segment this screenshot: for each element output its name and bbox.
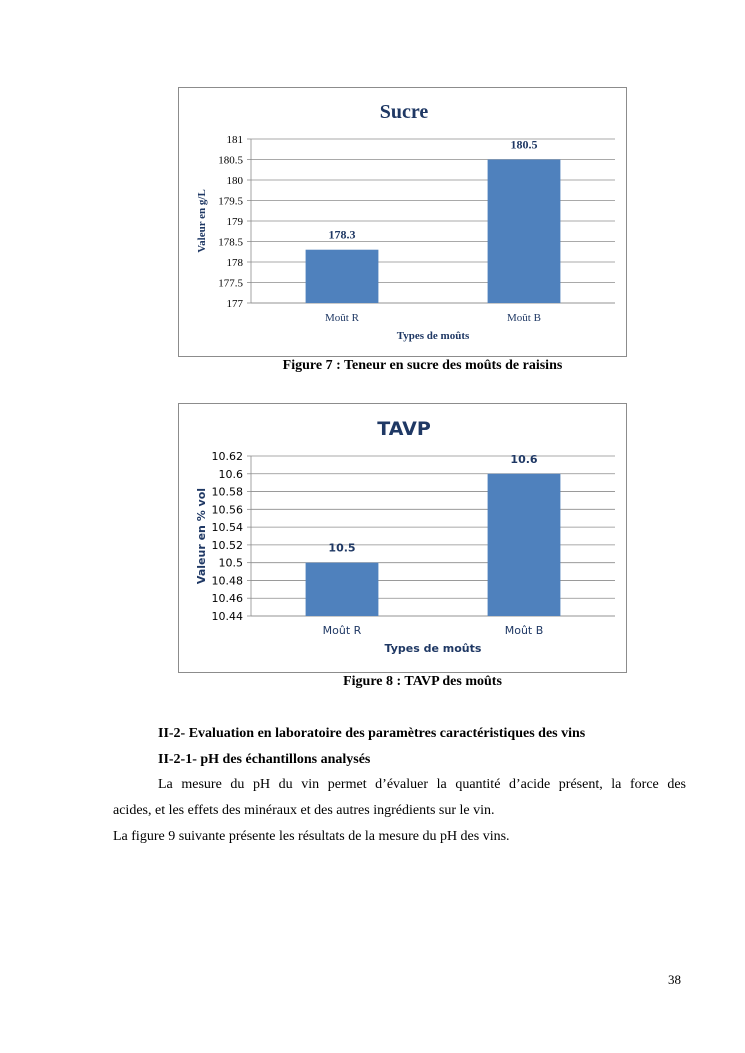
data-label-2: 180.5 — [510, 137, 538, 152]
tavp-chart-svg — [179, 404, 628, 674]
y-tick-label: 179 — [226, 216, 243, 228]
data-label-1: 10.5 — [328, 541, 356, 555]
y-tick-label: 177 — [226, 298, 243, 310]
tavp-chart — [178, 403, 627, 673]
y-tick-label: 181 — [226, 134, 243, 146]
y-tick-label: 10.56 — [211, 503, 243, 517]
paragraph1-line1: La mesure du pH du vin permet d’évaluer la quantité d’acide présent, la force des — [158, 777, 686, 792]
x-axis-title: Types de moûts — [396, 330, 470, 342]
figure8-caption: Figure 8 : TAVP des moûts — [343, 674, 502, 689]
bar-1 — [306, 563, 379, 616]
y-tick-label: 10.52 — [211, 538, 243, 552]
page-number: 38 — [668, 972, 681, 987]
subsection-heading: II-2-1- pH des échantillons analysés — [158, 752, 371, 767]
chart-title: TAVP — [377, 418, 431, 440]
bar-2 — [488, 474, 561, 616]
paragraph2: La figure 9 suivante présente les résultats de la mesure du pH des vins. — [113, 829, 510, 844]
y-tick-label: 179.5 — [218, 195, 243, 208]
data-label-2: 10.6 — [510, 452, 538, 466]
y-tick-label: 10.44 — [211, 610, 243, 623]
section-heading: II-2- Evaluation en laboratoire des paramètres caractéristiques des vins — [158, 726, 586, 741]
y-tick-label: 10.5 — [218, 556, 243, 570]
y-tick-label: 10.6 — [218, 467, 243, 481]
y-tick-label: 180.5 — [218, 154, 243, 167]
x-tick-label-2: Moût B — [504, 624, 544, 637]
y-tick-label: 178.5 — [218, 236, 243, 249]
y-tick-label: 10.58 — [211, 485, 243, 499]
bar-2 — [488, 160, 561, 304]
x-tick-label-2: Moût B — [507, 312, 541, 324]
paragraph1-line2: acides, et les effets des minéraux et des autres ingrédients sur le vin. — [113, 803, 495, 818]
y-tick-label: 180 — [226, 175, 243, 187]
x-tick-label-1: Moût R — [325, 312, 359, 324]
x-axis-title: Types de moûts — [384, 642, 482, 655]
y-tick-label: 10.46 — [211, 592, 243, 606]
sugar-chart — [178, 87, 627, 357]
y-tick-label: 178 — [226, 257, 243, 269]
y-tick-label: 10.48 — [211, 574, 243, 588]
bar-1 — [306, 250, 379, 303]
y-tick-label: 10.62 — [211, 450, 243, 463]
chart-title: Sucre — [379, 101, 429, 123]
y-tick-label: 10.54 — [211, 521, 243, 535]
sugar-chart-svg — [179, 88, 628, 358]
figure7-caption: Figure 7 : Teneur en sucre des moûts de raisins — [282, 358, 563, 373]
y-axis-title: Valeur en g/L — [196, 189, 208, 253]
y-axis-title: Valeur en % vol — [195, 487, 208, 585]
data-label-1: 178.3 — [328, 227, 356, 242]
x-tick-label-1: Moût R — [322, 624, 362, 637]
y-tick-label: 177.5 — [218, 277, 243, 290]
